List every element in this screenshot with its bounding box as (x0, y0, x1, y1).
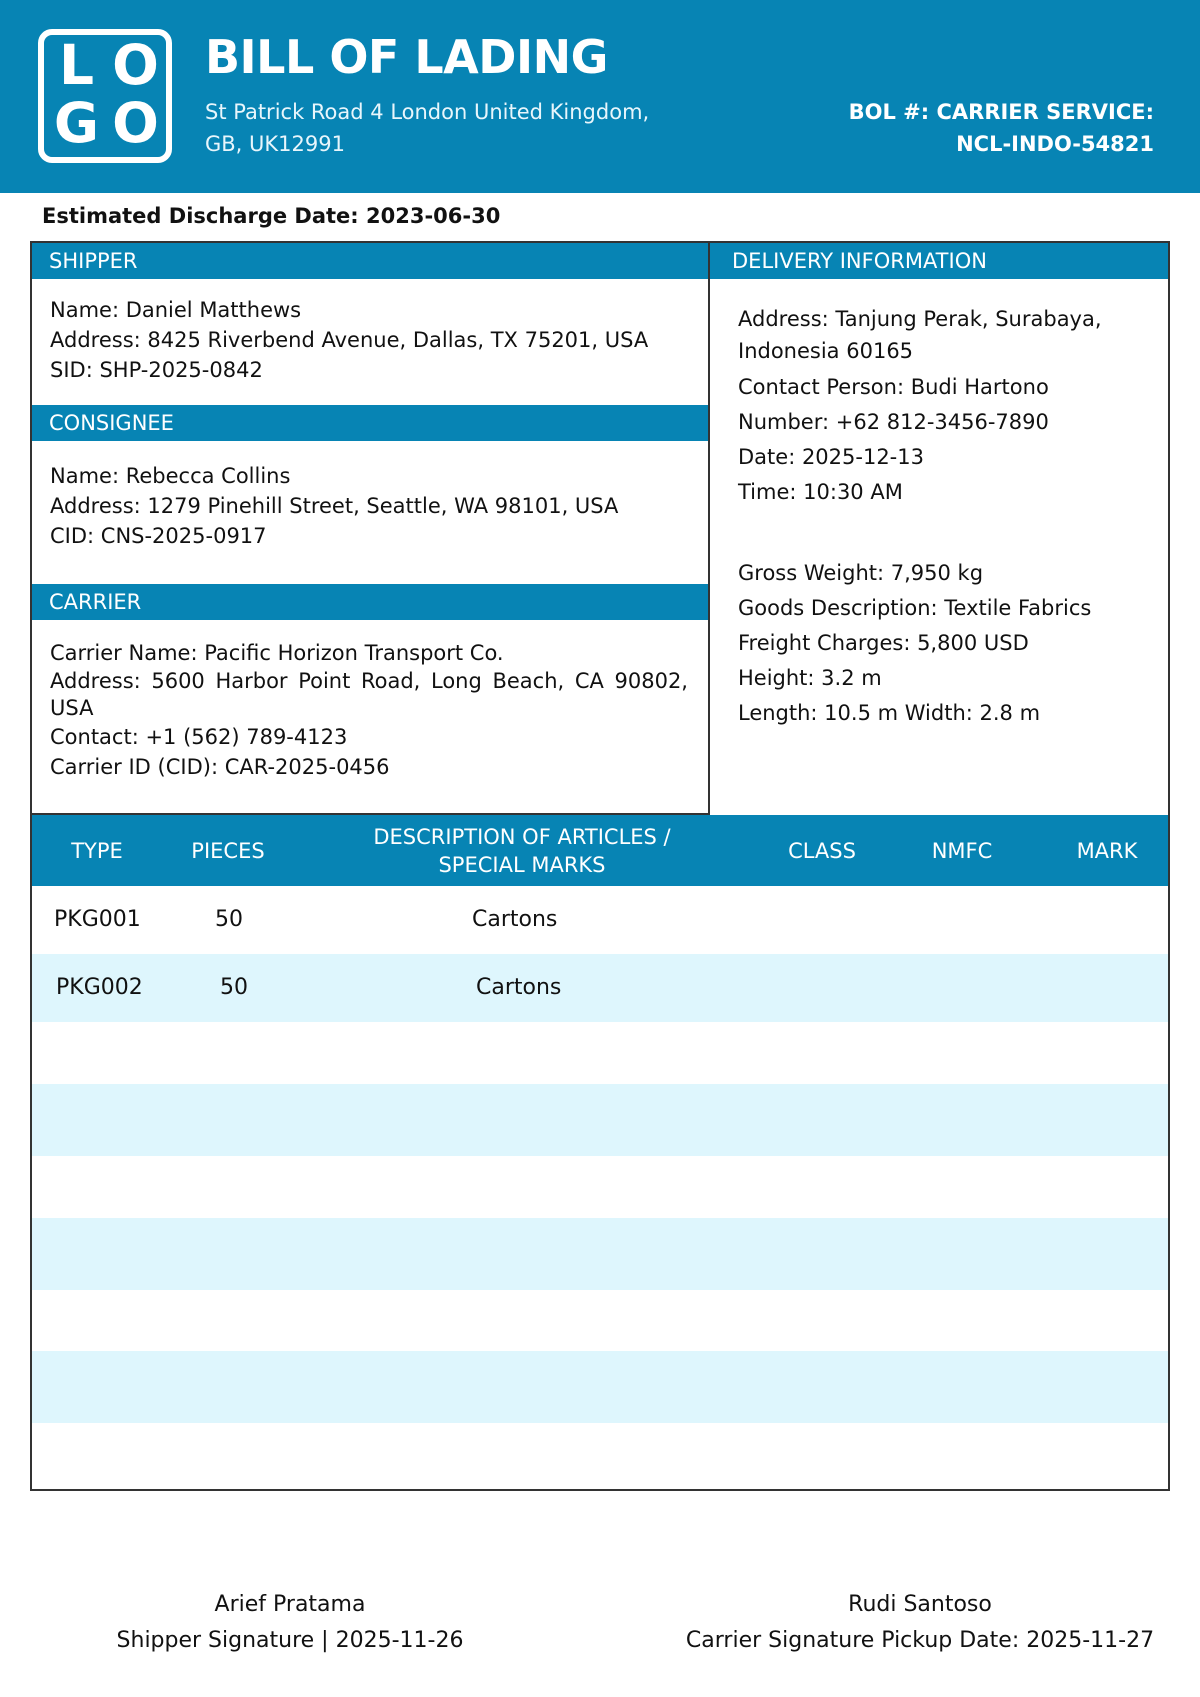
column-header-description: DESCRIPTION OF ARTICLES / SPECIAL MARKS (373, 824, 671, 877)
empty-table-row (32, 1218, 1170, 1290)
cargo-height: Height: 3.2 m (738, 666, 882, 690)
freight-charges: Freight Charges: 5,800 USD (738, 631, 1029, 655)
delivery-box (708, 241, 1170, 848)
shipper-sid: SID: SHP-2025-0842 (50, 358, 263, 382)
company-address: St Patrick Road 4 London United Kingdom, GB, UK12991 (205, 100, 650, 156)
carrier-signature (670, 1587, 1170, 1659)
delivery-contact-details (738, 303, 1148, 510)
delivery-number: Number: +62 812-3456-7890 (738, 410, 1049, 434)
consignee-details (50, 461, 618, 551)
column-header-pieces: PIECES (191, 838, 265, 863)
cargo-length-width: Length: 10.5 m Width: 2.8 m (738, 701, 1041, 725)
consignee-address: Address: 1279 Pinehill Street, Seattle, WA 98101, USA (50, 494, 619, 518)
carrier-details (50, 638, 688, 782)
shipper-address: Address: 8425 Riverbend Avenue, Dallas, TX 75201, USA (50, 328, 649, 352)
logo-letter: O (112, 91, 159, 155)
carrier-contact: Contact: +1 (562) 789-4123 (50, 725, 348, 749)
cell-description: Cartons (476, 975, 562, 1000)
bol-number: NCL-INDO-54821 (956, 132, 1154, 156)
shipper-signature-caption: Shipper Signature | 2025-11-26 (116, 1628, 464, 1653)
estimated-discharge-date: Estimated Discharge Date: 2023-06-30 (42, 204, 501, 228)
shipper-details (50, 295, 648, 385)
empty-table-row (32, 1084, 1170, 1156)
empty-table-row (32, 1290, 1170, 1351)
delivery-time: Time: 10:30 AM (738, 480, 903, 504)
logo (38, 29, 172, 163)
articles-table (30, 815, 1170, 1491)
goods-description: Goods Description: Textile Fabrics (738, 596, 1092, 620)
carrier-heading: CARRIER (32, 584, 708, 620)
shipper-name: Name: Daniel Matthews (50, 298, 302, 322)
table-header (32, 815, 1170, 886)
cell-pieces: 50 (220, 975, 248, 1000)
delivery-address: Address: Tanjung Perak, Surabaya, Indonesia 60165 (738, 307, 1102, 363)
delivery-date: Date: 2025-12-13 (738, 445, 924, 469)
shipper-heading: SHIPPER (32, 243, 708, 279)
carrier-address: Address: 5600 Harbor Point Road, Long Beach, CA 90802, USA (50, 669, 688, 720)
empty-table-row (32, 1156, 1170, 1218)
cell-pieces: 50 (215, 907, 243, 932)
delivery-heading: DELIVERY INFORMATION (710, 243, 1168, 279)
column-header-class: CLASS (788, 838, 856, 863)
shipper-signature (100, 1587, 480, 1659)
column-header-type: TYPE (71, 838, 123, 863)
empty-table-row (32, 1022, 1170, 1084)
parties-box (30, 241, 708, 815)
column-header-mark: MARK (1076, 838, 1138, 863)
carrier-id: Carrier ID (CID): CAR-2025-0456 (50, 755, 390, 779)
delivery-contact-person: Contact Person: Budi Hartono (738, 375, 1049, 399)
shipper-signature-name: Arief Pratama (214, 1592, 366, 1617)
empty-table-row (32, 1423, 1170, 1491)
carrier-signature-caption: Carrier Signature Pickup Date: 2025-11-27 (685, 1628, 1155, 1653)
gross-weight: Gross Weight: 7,950 kg (738, 561, 984, 585)
logo-letter: O (112, 33, 159, 97)
document-title: BILL OF LADING (205, 30, 608, 84)
cell-type: PKG001 (54, 907, 141, 932)
bol-number-block (849, 96, 1154, 160)
carrier-signature-name: Rudi Santoso (848, 1592, 992, 1617)
bol-label: BOL #: CARRIER SERVICE: (848, 100, 1154, 124)
logo-letter: L (58, 33, 95, 97)
consignee-heading: CONSIGNEE (32, 405, 708, 441)
consignee-cid: CID: CNS-2025-0917 (50, 524, 267, 548)
column-header-nmfc: NMFC (931, 838, 993, 863)
cell-description: Cartons (472, 907, 558, 932)
empty-table-row (32, 1351, 1170, 1423)
table-row (32, 954, 1170, 1022)
consignee-name: Name: Rebecca Collins (50, 464, 291, 488)
table-row (32, 886, 1170, 954)
carrier-name: Carrier Name: Pacific Horizon Transport Co. (50, 641, 504, 665)
logo-letter: G (53, 91, 100, 155)
cell-type: PKG002 (56, 975, 143, 1000)
delivery-cargo-details (738, 556, 1091, 731)
